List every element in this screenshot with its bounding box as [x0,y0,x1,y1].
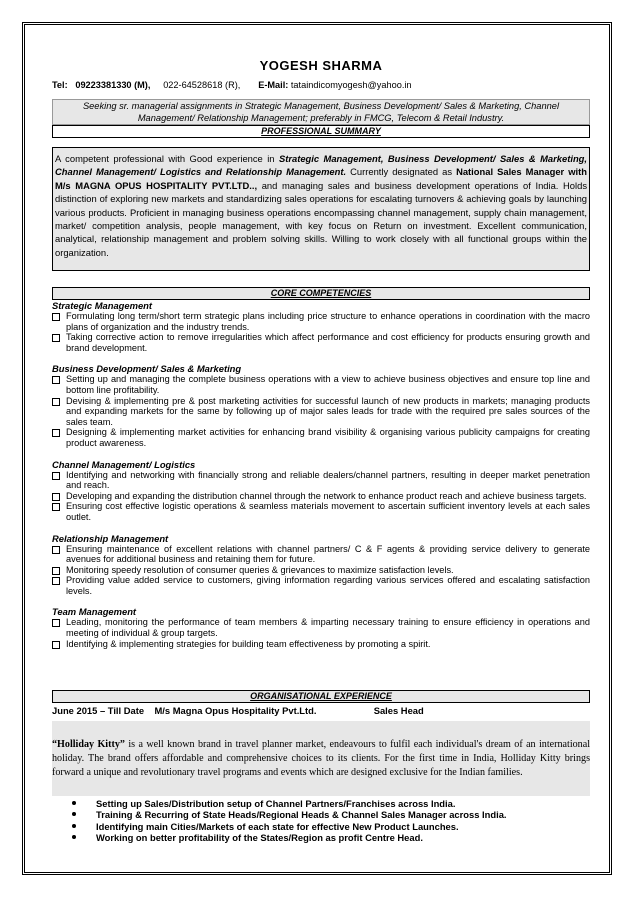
checkbox-bullet-icon [52,429,60,437]
list-item: Setting up Sales/Distribution setup of Channel Partners/Franchises across India. [52,798,590,809]
checkbox-bullet-icon [52,546,60,554]
bullet-icon [72,824,76,828]
contact-line [52,80,412,90]
group-title-strategic: Strategic Management [52,300,153,311]
checkbox-bullet-icon [52,503,60,511]
summary-highlight-2: National Sales Manager with M/s MAGNA OPUS HOSPITALITY PVT.LTD.., [55,166,587,191]
list-item: Ensuring maintenance of excellent relations with channel partners/ C & F agents & providing service delivery to generate avenues for additional business and retaining them for future. [52,544,590,565]
email-address[interactable]: tataindicomyogesh@yahoo.in [290,80,412,90]
checkbox-bullet-icon [52,376,60,384]
section-heading-experience: ORGANISATIONAL EXPERIENCE [52,690,590,703]
list-item: Formulating long term/short term strategic plans including price structure to enhance operations in coordination with the macro plans of organization and the industry trends. [52,311,590,332]
group-title-business-development: Business Development/ Sales & Marketing [52,363,242,375]
section-heading-core: CORE COMPETENCIES [52,287,590,300]
list-item: Training & Recurring of State Heads/Regional Heads & Channel Sales Manager across India. [52,809,590,820]
mobile-number: 09223381330 (M), [75,80,151,90]
checkbox-bullet-icon [52,619,60,627]
brand-description: is a well known brand in travel planner market, endeavours to fulfil each individual's dream of an international holiday. The brand offers affordable and comprehensive choices to its clients. For the first time in India, Holliday Kitty brings forward a unique and revolutionary travel programs and events which are designed exclusive for the Indian families. [52,739,590,778]
achievements-list [52,798,590,843]
group-title-team-management: Team Management [52,606,137,618]
brand-name: “Holliday Kitty” [52,739,125,750]
checkbox-bullet-icon [52,641,60,649]
list-item: Devising & implementing pre & post marketing activities for successful launch of new products in markets; managing products and expanding markets for the same by following up of major sales leads for trade with the required pre sales sources of the sales team. [52,396,590,428]
checkbox-bullet-icon [52,334,60,342]
list-item: Identifying & implementing strategies for building team effectiveness by promoting a spirit. [52,639,590,650]
summary-text-3: and managing sales and business development operations of India. Holds distinction of exploring new markets and standardizing sales operations for escalating turnovers & achieving goals by launching various products. Proficient in managing business operations encompassing channel management, supply chain management, market/ competition analysis, people management, with key focus on Return on investment. Excellent communication, analytical, relationship management and problem solving skills. Willing to work closely with all functional groups within the organization. [55,179,588,258]
career-objective [52,99,590,125]
checkbox-bullet-icon [52,493,60,501]
list-item: Identifying and networking with financially strong and reliable dealers/channel partners, resulting in deeper market penetration and reach. [52,470,590,491]
list-item: Designing & implementing market activities for enhancing brand visibility & organising various publicity campaigns for creating product awareness. [52,427,590,448]
list-item: Leading, monitoring the performance of team members & imparting necessary training to ensure efficiency in operations and meeting of individual & group targets. [52,617,590,638]
candidate-name: YOGESH SHARMA [259,58,383,73]
list-item: Developing and expanding the distribution channel through the network to enhance product reach and achieve business targets. [52,491,590,502]
experience-header [52,705,424,716]
bullet-icon [72,812,76,816]
section-heading-summary: PROFESSIONAL SUMMARY [52,125,590,138]
checkbox-bullet-icon [52,398,60,406]
group-title-channel-management: Channel Management/ Logistics [52,458,196,470]
summary-text-2: Currently designated as [346,166,457,178]
list-item: Providing value added service to customers, giving information regarding various services offered and escalating satisfaction levels. [52,575,590,596]
core-competencies [52,300,590,649]
bullet-icon [72,801,76,805]
objective-line-1: Seeking sr. managerial assignments in Strategic Management, Business Development/ Sales & Marketing, Channel [82,101,560,111]
tel-label: Tel: [52,80,68,90]
email-label: E-Mail: [258,80,289,90]
checkbox-bullet-icon [52,313,60,321]
summary-highlight-1: Strategic Management, Business Development/ Sales & Marketing, Channel Management/ Logistics and Relationship Management. [55,153,587,178]
list-item: Taking corrective action to remove irregularities which affect performance and cost efficiency for products ensuring growth and brand development. [52,332,590,353]
checkbox-bullet-icon [52,472,60,480]
list-item: Ensuring cost effective logistic operations & seamless materials movement to ascertain sufficient inventory levels at each sales outlet. [52,501,590,522]
bullet-icon [72,835,76,839]
checkbox-bullet-icon [52,577,60,585]
list-item: Setting up and managing the complete business operations with a view to achieve business objectives and ensure top line and bottom line profitability. [52,374,590,395]
objective-line-2: Management/ Relationship Management; preferably in FMCG, Telecom & Retail Industry. [137,112,505,123]
group-title-relationship-management: Relationship Management [52,532,169,544]
job-role: Sales Head [373,705,424,716]
residence-number: 022-64528618 (R), [163,80,241,90]
list-item: Working on better profitability of the States/Region as profit Centre Head. [52,832,590,843]
job-period: June 2015 – Till Date [52,705,145,716]
list-item: Monitoring speedy resolution of consumer queries & grievances to maximize satisfaction levels. [52,565,590,576]
summary-text-1: A competent professional with Good experience in [55,153,279,164]
professional-summary [52,147,590,271]
checkbox-bullet-icon [52,567,60,575]
list-item: Identifying main Cities/Markets of each state for effective New Product Launches. [52,821,590,832]
experience-description [52,738,590,780]
company-name: M/s Magna Opus Hospitality Pvt.Ltd. [154,705,317,716]
